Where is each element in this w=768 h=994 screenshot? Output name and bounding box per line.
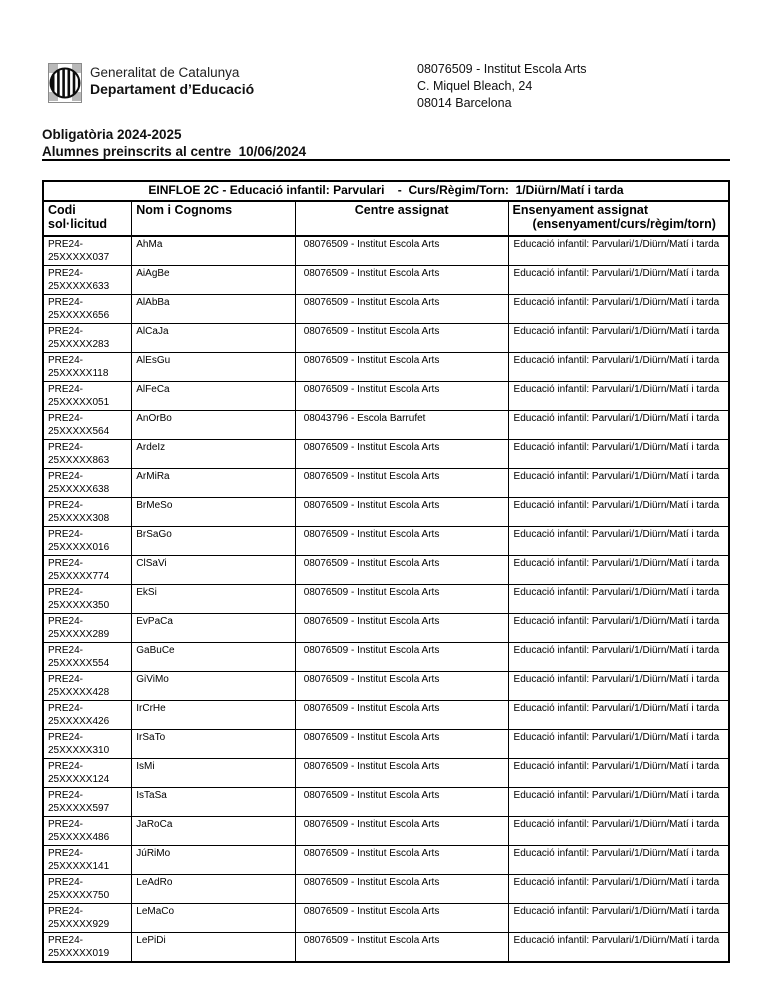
cell-codi: PRE24- 25XXXXX486 [43, 817, 132, 846]
cell-nom: LeAdRo [132, 875, 295, 904]
title-line-list: Alumnes preinscrits al centre 10/06/2024 [42, 144, 307, 159]
cell-ensenyament: Educació infantil: Parvulari/1/Diürn/Matí i tarda [508, 875, 729, 904]
cell-codi: PRE24- 25XXXXX774 [43, 556, 132, 585]
student-row [43, 440, 729, 469]
student-row [43, 846, 729, 875]
cell-nom: ClSaVi [132, 556, 295, 585]
cell-codi: PRE24- 25XXXXX638 [43, 469, 132, 498]
cell-nom: AlCaJa [132, 324, 295, 353]
student-row [43, 759, 729, 788]
cell-ensenyament: Educació infantil: Parvulari/1/Diürn/Matí i tarda [508, 236, 729, 266]
cell-centre: 08076509 - Institut Escola Arts [295, 469, 508, 498]
cell-centre: 08076509 - Institut Escola Arts [295, 701, 508, 730]
cell-nom: GaBuCe [132, 643, 295, 672]
cell-ensenyament: Educació infantil: Parvulari/1/Diürn/Matí i tarda [508, 933, 729, 963]
cell-codi: PRE24- 25XXXXX289 [43, 614, 132, 643]
cell-ensenyament: Educació infantil: Parvulari/1/Diürn/Matí i tarda [508, 614, 729, 643]
cell-nom: LeMaCo [132, 904, 295, 933]
cell-codi: PRE24- 25XXXXX016 [43, 527, 132, 556]
student-row [43, 788, 729, 817]
student-row [43, 382, 729, 411]
cell-codi: PRE24- 25XXXXX750 [43, 875, 132, 904]
cell-ensenyament: Educació infantil: Parvulari/1/Diürn/Matí i tarda [508, 585, 729, 614]
col-header-centre: Centre assignat [295, 201, 508, 236]
cell-ensenyament: Educació infantil: Parvulari/1/Diürn/Matí i tarda [508, 788, 729, 817]
cell-centre: 08076509 - Institut Escola Arts [295, 846, 508, 875]
student-row [43, 904, 729, 933]
cell-nom: BrMeSo [132, 498, 295, 527]
cell-ensenyament: Educació infantil: Parvulari/1/Diürn/Matí i tarda [508, 469, 729, 498]
center-city: 08014 Barcelona [417, 96, 512, 110]
student-row [43, 411, 729, 440]
title-underline [42, 159, 730, 161]
cell-codi: PRE24- 25XXXXX656 [43, 295, 132, 324]
student-row [43, 817, 729, 846]
title-line-regime: Obligatòria 2024-2025 [42, 127, 182, 142]
generalitat-shield-icon [48, 62, 90, 109]
cell-codi: PRE24- 25XXXXX428 [43, 672, 132, 701]
preinscription-table-wrap [42, 180, 730, 963]
group-header: EINFLOE 2C - Educació infantil: Parvulari - Curs/Règim/Torn: 1/Diürn/Matí i tarda [43, 181, 729, 201]
cell-codi: PRE24- 25XXXXX283 [43, 324, 132, 353]
cell-centre: 08076509 - Institut Escola Arts [295, 672, 508, 701]
cell-ensenyament: Educació infantil: Parvulari/1/Diürn/Matí i tarda [508, 672, 729, 701]
cell-codi: PRE24- 25XXXXX929 [43, 904, 132, 933]
cell-nom: ArMiRa [132, 469, 295, 498]
cell-centre: 08076509 - Institut Escola Arts [295, 236, 508, 266]
cell-centre: 08076509 - Institut Escola Arts [295, 730, 508, 759]
student-row [43, 353, 729, 382]
student-row [43, 498, 729, 527]
cell-codi: PRE24- 25XXXXX310 [43, 730, 132, 759]
cell-codi: PRE24- 25XXXXX350 [43, 585, 132, 614]
cell-ensenyament: Educació infantil: Parvulari/1/Diürn/Matí i tarda [508, 730, 729, 759]
cell-nom: AlFeCa [132, 382, 295, 411]
cell-ensenyament: Educació infantil: Parvulari/1/Diürn/Matí i tarda [508, 701, 729, 730]
cell-centre: 08076509 - Institut Escola Arts [295, 353, 508, 382]
student-row [43, 266, 729, 295]
cell-ensenyament: Educació infantil: Parvulari/1/Diürn/Matí i tarda [508, 498, 729, 527]
col-header-codi: Codi sol·licitud [43, 201, 132, 236]
cell-codi: PRE24- 25XXXXX426 [43, 701, 132, 730]
cell-centre: 08043796 - Escola Barrufet [295, 411, 508, 440]
cell-nom: IsMi [132, 759, 295, 788]
org-header [48, 62, 254, 109]
student-row [43, 875, 729, 904]
cell-centre: 08076509 - Institut Escola Arts [295, 440, 508, 469]
cell-nom: IsTaSa [132, 788, 295, 817]
cell-codi: PRE24- 25XXXXX124 [43, 759, 132, 788]
student-row [43, 643, 729, 672]
cell-codi: PRE24- 25XXXXX118 [43, 353, 132, 382]
student-row [43, 730, 729, 759]
col-header-nom: Nom i Cognoms [132, 201, 295, 236]
cell-nom: BrSaGo [132, 527, 295, 556]
cell-nom: EvPaCa [132, 614, 295, 643]
cell-codi: PRE24- 25XXXXX863 [43, 440, 132, 469]
cell-centre: 08076509 - Institut Escola Arts [295, 759, 508, 788]
cell-nom: LePiDi [132, 933, 295, 963]
cell-nom: GiViMo [132, 672, 295, 701]
student-row [43, 701, 729, 730]
cell-ensenyament: Educació infantil: Parvulari/1/Diürn/Matí i tarda [508, 353, 729, 382]
cell-nom: AlAbBa [132, 295, 295, 324]
student-row [43, 469, 729, 498]
preinscription-table [42, 180, 730, 963]
org-department: Departament d’Educació [90, 81, 255, 97]
cell-centre: 08076509 - Institut Escola Arts [295, 614, 508, 643]
cell-nom: EkSi [132, 585, 295, 614]
document-title [42, 126, 730, 160]
cell-ensenyament: Educació infantil: Parvulari/1/Diürn/Matí i tarda [508, 382, 729, 411]
cell-ensenyament: Educació infantil: Parvulari/1/Diürn/Matí i tarda [508, 324, 729, 353]
cell-nom: IrCrHe [132, 701, 295, 730]
cell-centre: 08076509 - Institut Escola Arts [295, 788, 508, 817]
cell-codi: PRE24- 25XXXXX554 [43, 643, 132, 672]
cell-centre: 08076509 - Institut Escola Arts [295, 585, 508, 614]
cell-centre: 08076509 - Institut Escola Arts [295, 498, 508, 527]
cell-ensenyament: Educació infantil: Parvulari/1/Diürn/Matí i tarda [508, 759, 729, 788]
center-code-name: 08076509 - Institut Escola Arts [417, 62, 587, 76]
cell-centre: 08076509 - Institut Escola Arts [295, 643, 508, 672]
group-header-row [43, 181, 729, 201]
cell-nom: IrSaTo [132, 730, 295, 759]
cell-codi: PRE24- 25XXXXX597 [43, 788, 132, 817]
cell-codi: PRE24- 25XXXXX308 [43, 498, 132, 527]
student-rows [43, 236, 729, 962]
cell-centre: 08076509 - Institut Escola Arts [295, 875, 508, 904]
column-header-row [43, 201, 729, 236]
cell-centre: 08076509 - Institut Escola Arts [295, 266, 508, 295]
cell-centre: 08076509 - Institut Escola Arts [295, 295, 508, 324]
cell-centre: 08076509 - Institut Escola Arts [295, 527, 508, 556]
cell-centre: 08076509 - Institut Escola Arts [295, 324, 508, 353]
student-row [43, 614, 729, 643]
cell-codi: PRE24- 25XXXXX141 [43, 846, 132, 875]
cell-codi: PRE24- 25XXXXX037 [43, 236, 132, 266]
cell-nom: AhMa [132, 236, 295, 266]
cell-ensenyament: Educació infantil: Parvulari/1/Diürn/Matí i tarda [508, 440, 729, 469]
cell-codi: PRE24- 25XXXXX633 [43, 266, 132, 295]
cell-codi: PRE24- 25XXXXX019 [43, 933, 132, 963]
cell-nom: AiAgBe [132, 266, 295, 295]
student-row [43, 933, 729, 963]
cell-nom: ArdeIz [132, 440, 295, 469]
cell-ensenyament: Educació infantil: Parvulari/1/Diürn/Matí i tarda [508, 266, 729, 295]
cell-ensenyament: Educació infantil: Parvulari/1/Diürn/Matí i tarda [508, 817, 729, 846]
cell-nom: AlEsGu [132, 353, 295, 382]
student-row [43, 324, 729, 353]
student-row [43, 295, 729, 324]
cell-codi: PRE24- 25XXXXX564 [43, 411, 132, 440]
cell-centre: 08076509 - Institut Escola Arts [295, 382, 508, 411]
cell-nom: JúRiMo [132, 846, 295, 875]
cell-centre: 08076509 - Institut Escola Arts [295, 817, 508, 846]
cell-centre: 08076509 - Institut Escola Arts [295, 933, 508, 963]
cell-ensenyament: Educació infantil: Parvulari/1/Diürn/Matí i tarda [508, 295, 729, 324]
cell-nom: AnOrBo [132, 411, 295, 440]
cell-ensenyament: Educació infantil: Parvulari/1/Diürn/Matí i tarda [508, 643, 729, 672]
student-row [43, 527, 729, 556]
student-row [43, 236, 729, 266]
student-row [43, 585, 729, 614]
cell-ensenyament: Educació infantil: Parvulari/1/Diürn/Matí i tarda [508, 527, 729, 556]
cell-ensenyament: Educació infantil: Parvulari/1/Diürn/Matí i tarda [508, 556, 729, 585]
cell-ensenyament: Educació infantil: Parvulari/1/Diürn/Matí i tarda [508, 904, 729, 933]
cell-centre: 08076509 - Institut Escola Arts [295, 556, 508, 585]
col-header-ensenyament: Ensenyament assignat (ensenyament/curs/règim/torn) [508, 201, 729, 236]
student-row [43, 556, 729, 585]
cell-nom: JaRoCa [132, 817, 295, 846]
cell-codi: PRE24- 25XXXXX051 [43, 382, 132, 411]
org-name: Generalitat de Catalunya [90, 65, 240, 80]
cell-centre: 08076509 - Institut Escola Arts [295, 904, 508, 933]
center-address [417, 61, 587, 112]
cell-ensenyament: Educació infantil: Parvulari/1/Diürn/Matí i tarda [508, 846, 729, 875]
cell-ensenyament: Educació infantil: Parvulari/1/Diürn/Matí i tarda [508, 411, 729, 440]
student-row [43, 672, 729, 701]
center-street: C. Miquel Bleach, 24 [417, 79, 533, 93]
